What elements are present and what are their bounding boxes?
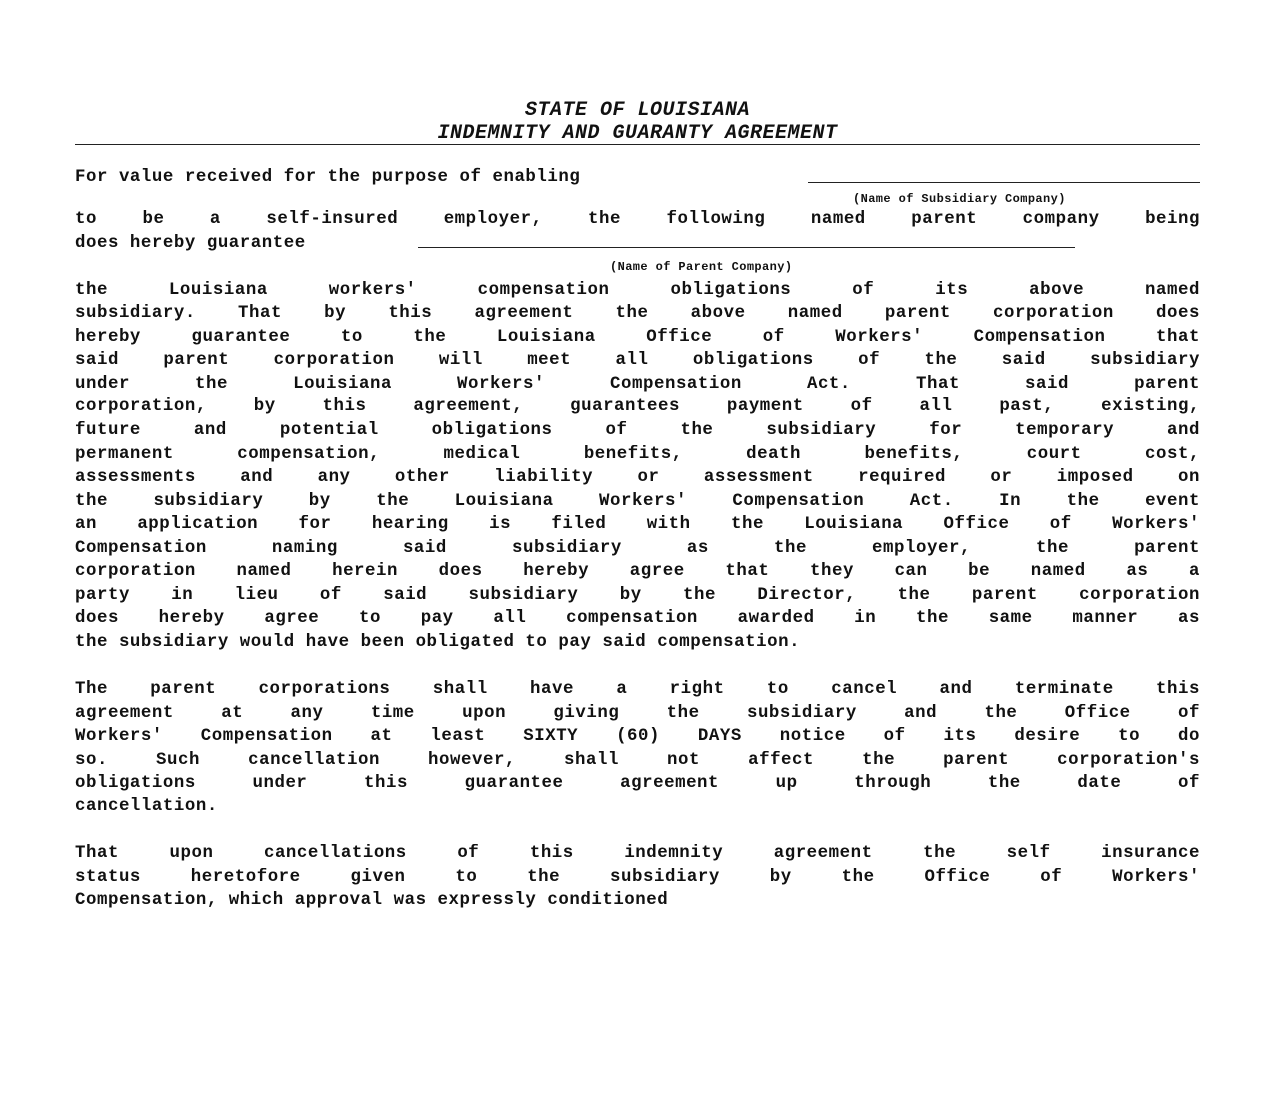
intro-line-1: For value received for the purpose of enabling: [75, 168, 581, 187]
paragraph-line: an application for hearing is filed with the Louisiana Office of Workers': [75, 515, 1200, 534]
document-title-state: STATE OF LOUISIANA: [524, 99, 751, 122]
paragraph-line: corporation named herein does hereby agree that they can be named as a: [75, 562, 1200, 581]
paragraph-line: The parent corporations shall have a right to cancel and terminate this: [75, 680, 1200, 699]
intro-line-2: to be a self-insured employer, the following named parent company being: [75, 210, 1200, 229]
paragraph-line: Workers' Compensation at least SIXTY (60) DAYS notice of its desire to do: [75, 727, 1200, 746]
paragraph-line: said parent corporation will meet all obligations of the said subsidiary: [75, 351, 1200, 370]
paragraph-line: agreement at any time upon giving the subsidiary and the Office of: [75, 704, 1200, 723]
paragraph-line: under the Louisiana Workers' Compensation Act. That said parent: [75, 375, 1200, 394]
paragraph-line: obligations under this guarantee agreement up through the date of: [75, 774, 1200, 793]
paragraph-line: cancellation.: [75, 797, 218, 816]
paragraph-line: party in lieu of said subsidiary by the Director, the parent corporation: [75, 586, 1200, 605]
paragraph-line: subsidiary. That by this agreement the above named parent corporation does: [75, 304, 1200, 323]
paragraph-line: future and potential obligations of the subsidiary for temporary and: [75, 421, 1200, 440]
parent-name-field[interactable]: [418, 247, 1075, 248]
paragraph-line: permanent compensation, medical benefits, death benefits, court cost,: [75, 445, 1200, 464]
paragraph-line: hereby guarantee to the Louisiana Office of Workers' Compensation that: [75, 328, 1200, 347]
paragraph-line: the subsidiary would have been obligated to pay said compensation.: [75, 633, 801, 652]
paragraph-line: That upon cancellations of this indemnity agreement the self insurance: [75, 844, 1200, 863]
subsidiary-name-caption: (Name of Subsidiary Company): [853, 192, 1066, 206]
intro-line-3: does hereby guarantee: [75, 234, 306, 253]
paragraph-line: corporation, by this agreement, guarantees payment of all past, existing,: [75, 397, 1200, 416]
paragraph-line: the subsidiary by the Louisiana Workers' Compensation Act. In the event: [75, 492, 1200, 511]
paragraph-line: status heretofore given to the subsidiary by the Office of Workers': [75, 868, 1200, 887]
paragraph-line: the Louisiana workers' compensation obligations of its above named: [75, 281, 1200, 300]
subsidiary-name-field[interactable]: [808, 182, 1200, 183]
paragraph-line: so. Such cancellation however, shall not affect the parent corporation's: [75, 751, 1200, 770]
paragraph-line: Compensation naming said subsidiary as the employer, the parent: [75, 539, 1200, 558]
document-title-agreement: INDEMNITY AND GUARANTY AGREEMENT: [437, 122, 838, 145]
paragraph-line: Compensation, which approval was expressly conditioned: [75, 891, 669, 910]
header-divider: [75, 144, 1200, 145]
paragraph-line: assessments and any other liability or assessment required or imposed on: [75, 468, 1200, 487]
parent-name-caption: (Name of Parent Company): [610, 260, 793, 274]
paragraph-line: does hereby agree to pay all compensation awarded in the same manner as: [75, 609, 1200, 628]
